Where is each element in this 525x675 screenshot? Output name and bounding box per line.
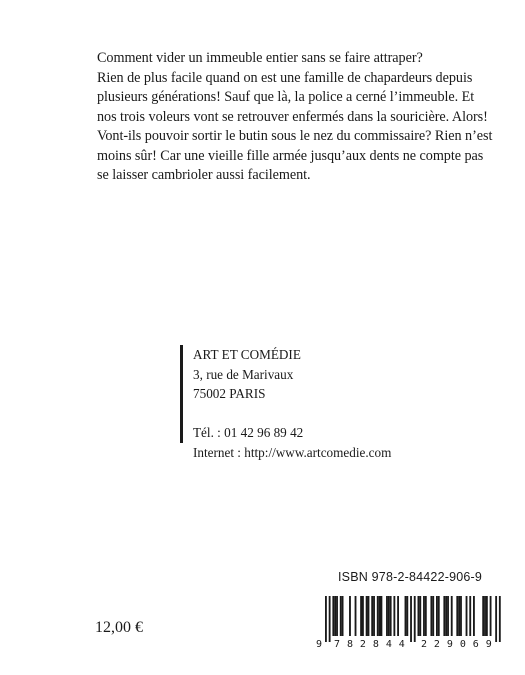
barcode-digit: 9 bbox=[485, 639, 492, 650]
barcode-guard-bar bbox=[499, 596, 501, 642]
barcode-bar bbox=[482, 596, 484, 636]
blurb-line: plusieurs générations! Sauf que là, la police a cerné l’immeuble. Et bbox=[97, 89, 475, 105]
barcode-digit: 8 bbox=[346, 639, 353, 650]
barcode-bar bbox=[386, 596, 388, 636]
barcode-digit: 6 bbox=[472, 639, 479, 650]
barcode-bar bbox=[425, 596, 427, 636]
barcode-digit: 2 bbox=[359, 639, 366, 650]
barcode-bar bbox=[432, 596, 434, 636]
barcode-bar bbox=[373, 596, 375, 636]
barcode-bar bbox=[473, 596, 475, 636]
barcode-bar bbox=[430, 596, 432, 636]
barcode-digit: 4 bbox=[385, 639, 392, 650]
barcode-guard-bar bbox=[325, 596, 327, 642]
barcode-bar bbox=[443, 596, 445, 636]
barcode-bar bbox=[334, 596, 336, 636]
barcode-digit: 4 bbox=[398, 639, 405, 650]
barcode-bar bbox=[458, 596, 460, 636]
blurb-line: se laisser cambrioler aussi facilement. bbox=[97, 167, 311, 183]
barcode-bar bbox=[405, 596, 407, 636]
barcode-digit: 9 bbox=[446, 639, 453, 650]
barcode-digit: 2 bbox=[433, 639, 440, 650]
isbn-label: ISBN 978-2-84422-906-9 bbox=[338, 570, 483, 584]
publisher-phone: Tél. : 01 42 96 89 42 bbox=[193, 425, 304, 440]
barcode-guard-bar bbox=[329, 596, 331, 642]
barcode-bar bbox=[366, 596, 368, 636]
barcode-guard-bar bbox=[410, 596, 412, 642]
barcode-bar bbox=[340, 596, 342, 636]
barcode-bar bbox=[390, 596, 392, 636]
barcode-digit: 9 bbox=[315, 639, 322, 650]
barcode-bar bbox=[397, 596, 399, 636]
back-cover-blurb bbox=[97, 49, 493, 186]
blurb-line: nos trois voleurs vont se retrouver enfermés dans la souricière. Alors! bbox=[97, 108, 488, 125]
barcode-bar bbox=[451, 596, 453, 636]
barcode-digit: 0 bbox=[459, 639, 466, 650]
barcode-graphic bbox=[313, 594, 517, 650]
barcode-bar bbox=[371, 596, 373, 636]
barcode-bar bbox=[360, 596, 362, 636]
barcode-bar bbox=[336, 596, 338, 636]
publisher-city: 75002 PARIS bbox=[193, 386, 266, 401]
barcode-bar bbox=[447, 596, 449, 636]
isbn-barcode bbox=[313, 594, 517, 650]
barcode-bar bbox=[377, 596, 379, 636]
barcode-bar bbox=[466, 596, 468, 636]
barcode-bar bbox=[469, 596, 471, 636]
barcode-bar bbox=[436, 596, 438, 636]
barcode-bar bbox=[388, 596, 390, 636]
barcode-digit: 8 bbox=[372, 639, 379, 650]
barcode-bar bbox=[484, 596, 486, 636]
barcode-bar bbox=[379, 596, 381, 636]
barcode-guard-bar bbox=[414, 596, 416, 642]
publisher-street: 3, rue de Marivaux bbox=[193, 366, 294, 382]
barcode-bar bbox=[438, 596, 440, 636]
barcode-guard-bar bbox=[495, 596, 497, 642]
barcode-bar bbox=[445, 596, 447, 636]
barcode-bar bbox=[393, 596, 395, 636]
barcode-bar bbox=[418, 596, 420, 636]
barcode-bar bbox=[486, 596, 488, 636]
barcode-bar bbox=[406, 596, 408, 636]
barcode-bar bbox=[381, 596, 383, 636]
publisher-address-block bbox=[180, 345, 392, 460]
address-spacer bbox=[193, 404, 391, 424]
barcode-bar bbox=[362, 596, 364, 636]
price-label: 12,00 € bbox=[95, 619, 143, 636]
barcode-bar bbox=[419, 596, 421, 636]
barcode-bar bbox=[456, 596, 458, 636]
publisher-name: ART ET COMÉDIE bbox=[193, 347, 301, 362]
barcode-bar bbox=[490, 596, 492, 636]
barcode-bar bbox=[355, 596, 357, 636]
blurb-line: Rien de plus facile quand on est une famille de chapardeurs depuis bbox=[97, 69, 473, 86]
barcode-bar bbox=[332, 596, 334, 636]
barcode-digit: 7 bbox=[334, 639, 341, 650]
blurb-line: Vont-ils pouvoir sortir le butin sous le nez du commissaire? Rien n’est bbox=[97, 128, 493, 144]
barcode-bar bbox=[368, 596, 370, 636]
barcode-digit: 2 bbox=[420, 639, 427, 650]
blurb-line: Comment vider un immeuble entier sans se faire attraper? bbox=[97, 50, 423, 66]
publisher-website: Internet : http://www.artcomedie.com bbox=[193, 444, 392, 460]
barcode-bar bbox=[460, 596, 462, 636]
blurb-line: moins sûr! Car une vieille fille armée jusqu’aux dents ne compte pas bbox=[97, 147, 484, 164]
barcode-bar bbox=[423, 596, 425, 636]
barcode-bar bbox=[349, 596, 351, 636]
barcode-bar bbox=[342, 596, 344, 636]
